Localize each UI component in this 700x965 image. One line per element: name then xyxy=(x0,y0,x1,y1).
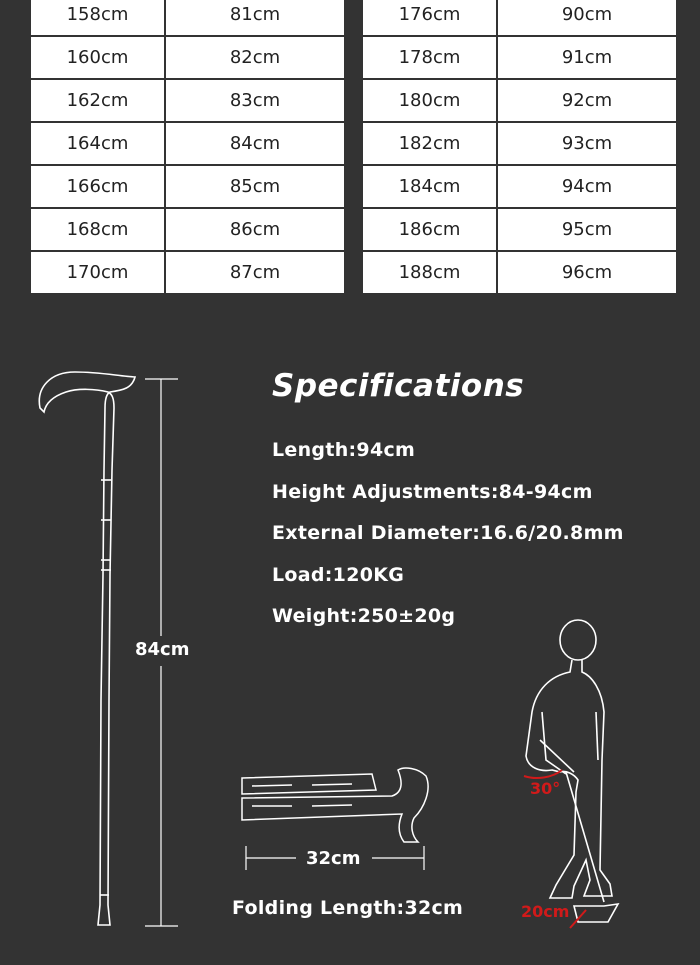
user-height-cell: 162cm xyxy=(30,79,165,122)
cane-length-cell: 81cm xyxy=(165,0,345,36)
folding-length-caption: Folding Length:32cm xyxy=(232,897,464,919)
folded-length-label: 32cm xyxy=(306,848,361,869)
cane-length-cell: 96cm xyxy=(497,251,677,294)
spec-length: Length:94cm xyxy=(272,439,416,461)
cane-height-label: 84cm xyxy=(135,639,190,660)
cane-length-cell: 84cm xyxy=(165,122,345,165)
spec-external-diameter: External Diameter:16.6/20.8mm xyxy=(272,522,624,544)
user-height-cell: 176cm xyxy=(362,0,497,36)
spec-height-adjustments: Height Adjustments:84-94cm xyxy=(272,481,593,503)
user-height-cell: 186cm xyxy=(362,208,497,251)
cane-length-cell: 92cm xyxy=(497,79,677,122)
person-using-cane-drawing xyxy=(526,620,618,922)
cane-length-cell: 94cm xyxy=(497,165,677,208)
cane-length-cell: 86cm xyxy=(165,208,345,251)
user-height-cell: 168cm xyxy=(30,208,165,251)
cane-folded-drawing xyxy=(242,768,428,842)
cane-length-cell: 93cm xyxy=(497,122,677,165)
user-height-cell: 182cm xyxy=(362,122,497,165)
cane-length-cell: 85cm xyxy=(165,165,345,208)
angle-label: 30° xyxy=(530,779,561,798)
user-height-cell: 164cm xyxy=(30,122,165,165)
distance-label: 20cm xyxy=(521,902,570,921)
spec-load: Load:120KG xyxy=(272,564,405,586)
user-height-cell: 170cm xyxy=(30,251,165,294)
spec-weight: Weight:250±20g xyxy=(272,605,456,627)
cane-length-cell: 83cm xyxy=(165,79,345,122)
cane-upright-drawing xyxy=(39,372,135,925)
cane-length-cell: 87cm xyxy=(165,251,345,294)
cane-length-cell: 90cm xyxy=(497,0,677,36)
user-height-cell: 188cm xyxy=(362,251,497,294)
user-height-cell: 184cm xyxy=(362,165,497,208)
cane-length-cell: 91cm xyxy=(497,36,677,79)
specifications-title: Specifications xyxy=(272,368,525,404)
cane-length-cell: 95cm xyxy=(497,208,677,251)
cane-length-cell: 82cm xyxy=(165,36,345,79)
user-height-cell: 158cm xyxy=(30,0,165,36)
user-height-cell: 180cm xyxy=(362,79,497,122)
user-height-cell: 166cm xyxy=(30,165,165,208)
user-height-cell: 178cm xyxy=(362,36,497,79)
user-height-cell: 160cm xyxy=(30,36,165,79)
